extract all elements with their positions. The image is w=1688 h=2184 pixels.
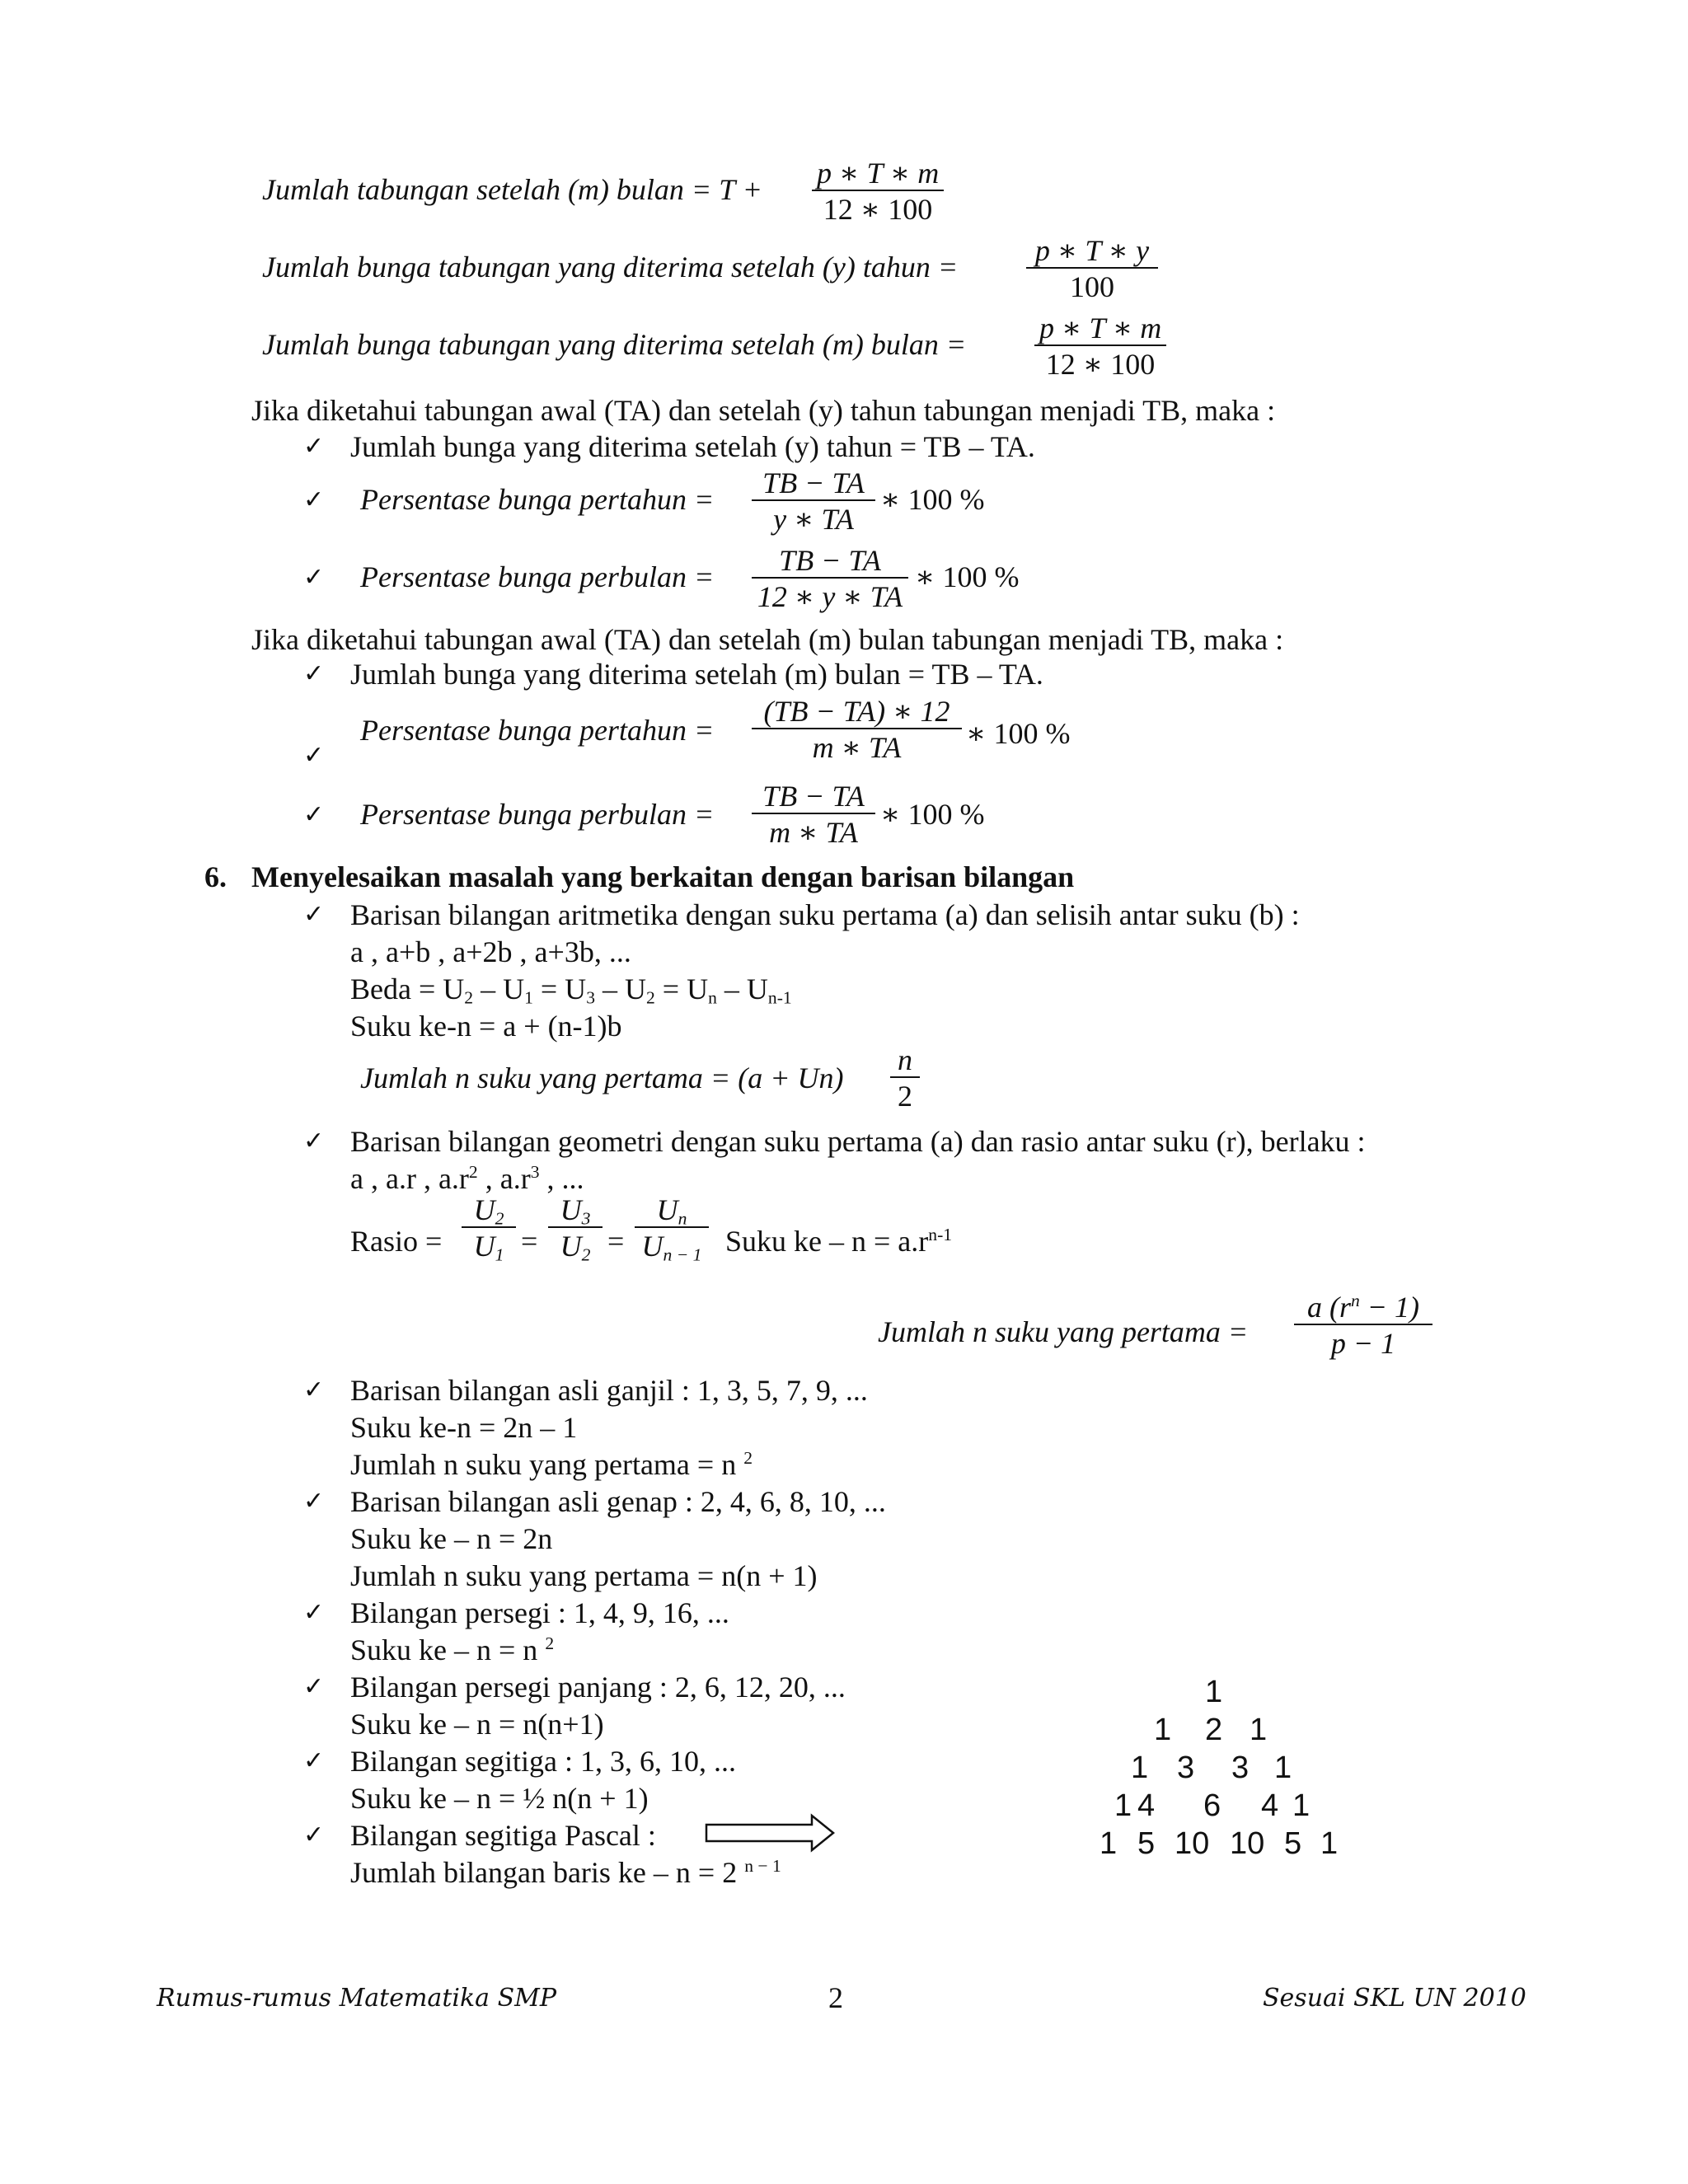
pascal-cell: 5 xyxy=(1137,1826,1156,1861)
geo-sum-fraction xyxy=(1294,1292,1432,1358)
fraction-denominator: 12 ∗ 100 xyxy=(823,193,933,226)
years-item-2-tail: ∗ 100 % xyxy=(880,483,985,516)
arrow-right-icon xyxy=(705,1813,837,1854)
check-icon: ✓ xyxy=(303,485,325,514)
odd-suku: Suku ke-n = 2n – 1 xyxy=(350,1411,578,1444)
even-title: Barisan bilangan asli genap : 2, 4, 6, 8, 10, ... xyxy=(350,1485,886,1518)
pascal-cell: 3 xyxy=(1231,1750,1250,1785)
tri-title: Bilangan segitiga : 1, 3, 6, 10, ... xyxy=(350,1745,736,1778)
arith-sum-fraction xyxy=(890,1045,920,1111)
fraction-numerator: $U_3$ xyxy=(560,1193,591,1229)
formula-fraction xyxy=(1034,313,1166,379)
arith-beda: Beda = $U_2 - U_1 = U_3 - U_2 = U_n - U_{n-1}$ xyxy=(350,972,792,1008)
pascal-cell: 1 xyxy=(1100,1826,1118,1861)
pascal-cell: 1 xyxy=(1154,1713,1172,1747)
geo-sum-label: Jumlah n suku yang pertama = xyxy=(878,1315,1249,1348)
fraction-numerator: $U_2$ xyxy=(473,1193,504,1229)
months-item-2-label: Persentase bunga pertahun = xyxy=(360,714,715,747)
pascal-cell: 1 xyxy=(1114,1788,1132,1823)
geo-intro: Barisan bilangan geometri dengan suku pertama (a) dan rasio antar suku (r), berlaku : xyxy=(350,1125,1366,1158)
pascal-cell: 2 xyxy=(1205,1713,1223,1747)
check-icon: ✓ xyxy=(303,1127,325,1155)
odd-sum: Jumlah n suku yang pertama = n $^2$ xyxy=(350,1448,753,1481)
pascal-cell: 1 xyxy=(1205,1675,1223,1709)
geo-suku: Suku ke – $n = a.r^{n-1}$ xyxy=(725,1225,953,1258)
check-icon: ✓ xyxy=(303,1821,325,1849)
fraction-denominator: 12 ∗ y ∗ TA xyxy=(757,580,903,613)
months-item-3-label: Persentase bunga perbulan = xyxy=(360,798,715,831)
fraction-numerator: p ∗ T ∗ y xyxy=(1034,234,1150,267)
pascal-cell: 1 xyxy=(1292,1788,1311,1823)
footer-left: Rumus-rumus Matematika SMP xyxy=(157,1984,557,2013)
fraction-numerator: TB − TA xyxy=(762,466,865,499)
tri-suku: Suku ke – n = ½ n(n + 1) xyxy=(350,1782,649,1815)
equals-sign: = xyxy=(607,1225,625,1258)
even-sum: Jumlah n suku yang pertama = n(n + 1) xyxy=(350,1559,818,1592)
formula-label: Jumlah bunga tabungan yang diterima setelah (m) bulan = xyxy=(262,328,967,361)
months-item-3-fraction xyxy=(752,781,875,847)
fraction-numerator: p ∗ T ∗ m xyxy=(1039,312,1162,344)
geo-sequence: a , a.r , $a.r^2$ , $a.r^3$ , ... xyxy=(350,1162,584,1195)
arith-sum-label: Jumlah n suku yang pertama = (a + Un) xyxy=(360,1062,844,1094)
fraction-numerator: TB − TA xyxy=(762,780,865,813)
rect-title: Bilangan persegi panjang : 2, 6, 12, 20, ... xyxy=(350,1671,846,1704)
square-suku: Suku ke – n = n $^2$ xyxy=(350,1633,555,1666)
even-suku: Suku ke – n = 2n xyxy=(350,1522,553,1555)
years-item-3-tail: ∗ 100 % xyxy=(915,560,1020,593)
pascal-sum: Jumlah bilangan baris ke – n = 2 $^{n - 1}$ xyxy=(350,1856,781,1889)
fraction-numerator: p ∗ T ∗ m xyxy=(817,157,940,190)
fraction-denominator: m ∗ TA xyxy=(812,731,902,764)
equals-sign: = xyxy=(521,1225,538,1258)
pascal-cell: 3 xyxy=(1177,1750,1195,1785)
check-icon: ✓ xyxy=(303,432,325,461)
square-title: Bilangan persegi : 1, 4, 9, 16, ... xyxy=(350,1596,729,1629)
fraction-numerator: n xyxy=(898,1043,912,1076)
footer-right: Sesuai SKL UN 2010 xyxy=(1263,1984,1526,2013)
months-item-1: Jumlah bunga yang diterima setelah (m) bulan = TB – TA. xyxy=(350,658,1043,691)
pascal-cell: 4 xyxy=(1261,1788,1279,1823)
formula-fraction xyxy=(1026,236,1158,302)
rect-suku: Suku ke – n = n(n+1) xyxy=(350,1708,604,1741)
check-icon: ✓ xyxy=(303,1487,325,1516)
check-icon: ✓ xyxy=(303,800,325,829)
fraction-denominator: y ∗ TA xyxy=(773,503,854,536)
geo-rasio-label: Rasio = xyxy=(350,1225,443,1258)
check-icon: ✓ xyxy=(303,563,325,592)
fraction-denominator: $U_2$ xyxy=(560,1230,591,1265)
check-icon: ✓ xyxy=(303,1746,325,1775)
geo-rasio-fraction-1 xyxy=(462,1193,516,1265)
arith-sequence: a , a+b , a+2b , a+3b, ... xyxy=(350,935,631,968)
formula-label: Jumlah bunga tabungan yang diterima setelah (y) tahun = xyxy=(262,251,959,284)
fraction-numerator: TB − TA xyxy=(779,544,881,577)
years-item-3-fraction xyxy=(752,546,908,612)
geo-rasio-fraction-2 xyxy=(548,1193,603,1265)
fraction-denominator: m ∗ TA xyxy=(769,816,858,849)
years-item-2-fraction xyxy=(752,468,875,534)
section-6-number: 6. xyxy=(204,860,227,893)
check-icon: ✓ xyxy=(303,1598,325,1627)
pascal-cell: 1 xyxy=(1274,1750,1292,1785)
formula-fraction xyxy=(812,158,944,224)
section-6-title: Menyelesaikan masalah yang berkaitan dengan barisan bilangan xyxy=(251,860,1075,893)
arith-intro: Barisan bilangan aritmetika dengan suku pertama (a) dan selisih antar suku (b) : xyxy=(350,898,1300,931)
pascal-cell: 10 xyxy=(1230,1826,1265,1861)
fraction-numerator: a $(r^n - 1)$ xyxy=(1306,1291,1420,1324)
check-icon: ✓ xyxy=(303,900,325,929)
formula-label: Jumlah tabungan setelah (m) bulan = T + xyxy=(262,173,762,206)
fraction-denominator: 2 xyxy=(898,1080,912,1113)
pascal-cell: 1 xyxy=(1250,1713,1268,1747)
fraction-denominator: 100 xyxy=(1070,270,1114,303)
pascal-cell: 1 xyxy=(1131,1750,1149,1785)
pascal-cell: 10 xyxy=(1175,1826,1210,1861)
pascal-cell: 5 xyxy=(1284,1826,1302,1861)
fraction-numerator: (TB − TA) ∗ 12 xyxy=(763,695,950,728)
check-icon: ✓ xyxy=(303,1672,325,1701)
years-item-1: Jumlah bunga yang diterima setelah (y) tahun = TB – TA. xyxy=(350,430,1035,463)
pascal-cell: 4 xyxy=(1137,1788,1156,1823)
fraction-denominator: p − 1 xyxy=(1330,1327,1396,1360)
months-item-2-tail: ∗ 100 % xyxy=(966,717,1071,750)
geo-rasio-fraction-3 xyxy=(635,1193,709,1265)
page-number: 2 xyxy=(828,1981,843,2014)
months-item-2-fraction xyxy=(752,696,962,762)
check-icon: ✓ xyxy=(303,659,325,688)
section-months-intro: Jika diketahui tabungan awal (TA) dan setelah (m) bulan tabungan menjadi TB, maka : xyxy=(251,623,1284,656)
section-years-intro: Jika diketahui tabungan awal (TA) dan setelah (y) tahun tabungan menjadi TB, maka : xyxy=(251,394,1276,427)
years-item-3-label: Persentase bunga perbulan = xyxy=(360,560,715,593)
check-icon: ✓ xyxy=(303,741,325,770)
pascal-title: Bilangan segitiga Pascal : xyxy=(350,1819,656,1852)
fraction-denominator: $U_1$ xyxy=(473,1230,504,1265)
fraction-numerator: $U_n$ xyxy=(656,1193,687,1229)
check-icon: ✓ xyxy=(303,1376,325,1404)
pascal-cell: 1 xyxy=(1320,1826,1339,1861)
arith-suku: Suku ke-n = a + (n-1)b xyxy=(350,1010,622,1043)
odd-title: Barisan bilangan asli ganjil : 1, 3, 5, 7, 9, ... xyxy=(350,1374,868,1407)
years-item-2-label: Persentase bunga pertahun = xyxy=(360,483,715,516)
fraction-denominator: $U_{n - 1}$ xyxy=(641,1230,702,1265)
pascal-cell: 6 xyxy=(1203,1788,1221,1823)
fraction-denominator: 12 ∗ 100 xyxy=(1045,348,1156,381)
months-item-3-tail: ∗ 100 % xyxy=(880,798,985,831)
